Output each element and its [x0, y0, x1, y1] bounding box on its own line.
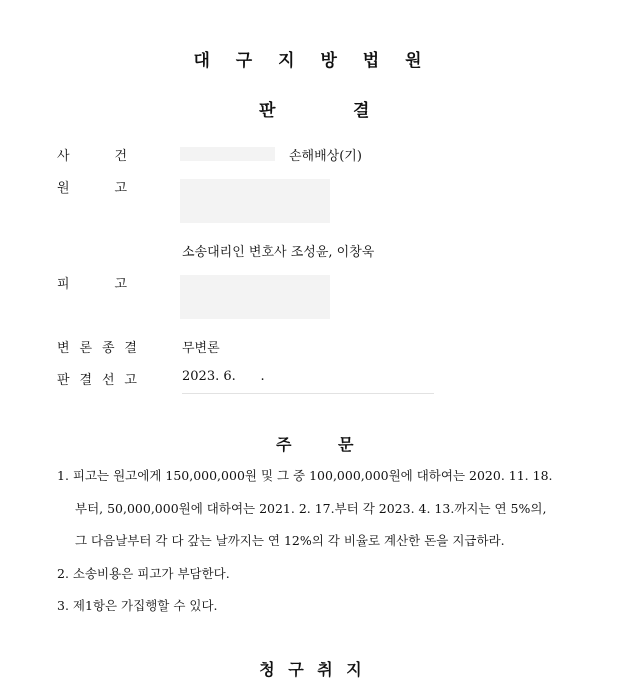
defendant-redaction: [180, 275, 330, 319]
case-value: 손해배상(기): [289, 149, 362, 164]
main-text-line: 그 다음날부터 각 다 갚는 날까지는 연 12%의 각 비율로 계산한 돈을 지급하라.: [75, 533, 505, 548]
ruling-line: [182, 393, 434, 394]
ruling-label: [57, 369, 137, 388]
ruling-label-char: 결: [79, 373, 93, 388]
court-name: 대 구 지 방 법 원: [193, 51, 432, 71]
heading-char-right: 문: [338, 435, 354, 454]
closing-label-char: 종: [101, 341, 115, 356]
plaintiff-label-char: 고: [114, 181, 127, 196]
plaintiff-label-char: 원: [57, 181, 70, 196]
defendant-label-char: 피: [57, 277, 70, 292]
main-text-line: 1. 피고는 원고에게 150,000,000원 및 그 중 100,000,000원에 대하여는 2020. 11. 18.: [57, 468, 553, 483]
title-char-left: 판: [259, 101, 276, 121]
closing-label-char: 결: [124, 341, 137, 356]
main-text-line: 3. 제1항은 가집행할 수 있다.: [57, 598, 218, 613]
ruling-label-char: 판: [57, 373, 70, 388]
plaintiff-label: [57, 177, 127, 196]
closing-value: 무변론: [182, 341, 220, 356]
main-text-line: 2. 소송비용은 피고가 부담한다.: [57, 566, 230, 581]
main-text-line: 부터, 50,000,000원에 대하여는 2021. 2. 17.부터 각 2023. 4. 13.까지는 연 5%의,: [75, 501, 547, 516]
plaintiff-redaction: [180, 179, 330, 223]
ruling-label-char: 선: [101, 373, 115, 388]
case-label-char: 건: [114, 149, 127, 164]
closing-label: [57, 337, 137, 356]
defendant-label: [57, 273, 127, 292]
ruling-label-char: 고: [124, 373, 137, 388]
defendant-label-char: 고: [114, 277, 127, 292]
case-number-redaction: [180, 147, 275, 161]
case-label: [57, 145, 127, 164]
title-char-right: 결: [353, 101, 370, 121]
claim-heading: 청 구 취 지: [259, 660, 366, 679]
case-label-char: 사: [57, 149, 70, 164]
counsel-value: 소송대리인 변호사 조성윤, 이창욱: [182, 245, 375, 260]
closing-label-char: 론: [79, 341, 93, 356]
ruling-date: 2023. 6. .: [182, 369, 265, 384]
heading-char-left: 주: [276, 435, 292, 454]
closing-label-char: 변: [57, 341, 70, 356]
